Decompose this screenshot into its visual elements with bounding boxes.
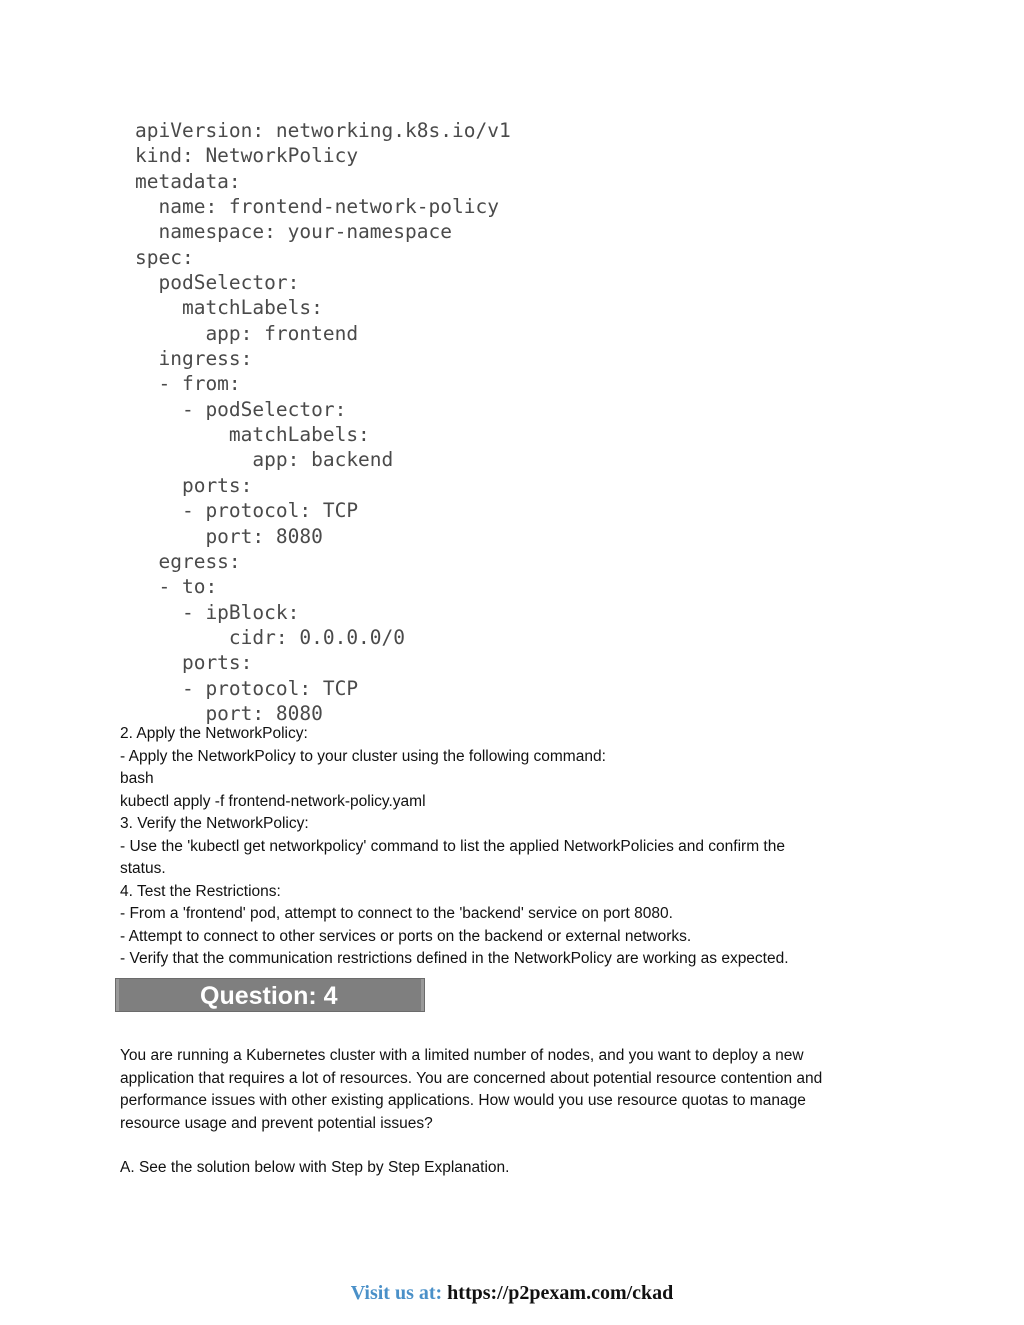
footer: [0, 1281, 1024, 1305]
question-body: [120, 1045, 920, 1135]
step-line: kubectl apply -f frontend-network-policy.yaml: [120, 792, 426, 810]
step-line: - Use the 'kubectl get networkpolicy' command to list the applied NetworkPolicies and confirm the: [120, 837, 785, 855]
question-line: You are running a Kubernetes cluster with a limited number of nodes, and you want to deploy a new: [120, 1047, 804, 1064]
step-line: 3. Verify the NetworkPolicy:: [120, 815, 309, 832]
yaml-code-block: [135, 118, 511, 726]
code-line: matchLabels:: [135, 423, 370, 447]
code-line: cidr: 0.0.0.0/0: [135, 625, 406, 649]
code-line: - ipBlock:: [135, 600, 300, 624]
code-line: egress:: [135, 549, 241, 573]
code-line: - protocol: TCP: [135, 676, 359, 700]
code-line: port: 8080: [135, 524, 323, 548]
steps-text: [120, 723, 910, 971]
question-heading: Question: 4: [200, 982, 338, 1010]
question-line: application that requires a lot of resources. You are concerned about potential resource contention and: [120, 1069, 823, 1087]
question-line: performance issues with other existing applications. How would you use resource quotas to manage: [120, 1092, 806, 1109]
code-line: app: frontend: [135, 321, 359, 345]
code-line: metadata:: [135, 169, 241, 193]
footer-link[interactable]: https://p2pexam.com/ckad: [447, 1282, 674, 1304]
step-line: - Verify that the communication restrictions defined in the NetworkPolicy are working as expected.: [120, 950, 789, 967]
question-heading-banner: [115, 978, 425, 1012]
step-line: 2. Apply the NetworkPolicy:: [120, 725, 308, 742]
code-line: app: backend: [135, 448, 394, 472]
code-line: - podSelector:: [135, 397, 347, 421]
step-line: bash: [120, 770, 154, 787]
answer-option: A. See the solution below with Step by Step Explanation.: [120, 1159, 510, 1176]
step-line: - From a 'frontend' pod, attempt to connect to the 'backend' service on port 8080.: [120, 905, 673, 922]
step-line: 4. Test the Restrictions:: [120, 882, 281, 900]
question-line: resource usage and prevent potential issues?: [120, 1114, 433, 1132]
code-line: podSelector:: [135, 271, 300, 295]
code-line: kind: NetworkPolicy: [135, 144, 359, 168]
code-line: - protocol: TCP: [135, 499, 359, 523]
footer-label: Visit us at:: [350, 1282, 443, 1304]
code-line: namespace: your-namespace: [135, 220, 452, 244]
code-line: ingress:: [135, 347, 253, 371]
code-line: - to:: [135, 575, 218, 599]
code-line: name: frontend-network-policy: [135, 195, 499, 219]
code-line: port: 8080: [135, 701, 323, 725]
code-line: spec:: [135, 245, 194, 269]
step-line: - Attempt to connect to other services or ports on the backend or external networks.: [120, 927, 692, 945]
step-line: status.: [120, 860, 166, 877]
step-line: - Apply the NetworkPolicy to your cluster using the following command:: [120, 747, 606, 765]
code-line: matchLabels:: [135, 296, 323, 320]
code-line: ports:: [135, 473, 253, 497]
code-line: - from:: [135, 372, 241, 396]
code-line: apiVersion: networking.k8s.io/v1: [135, 119, 511, 142]
code-line: ports:: [135, 651, 253, 675]
